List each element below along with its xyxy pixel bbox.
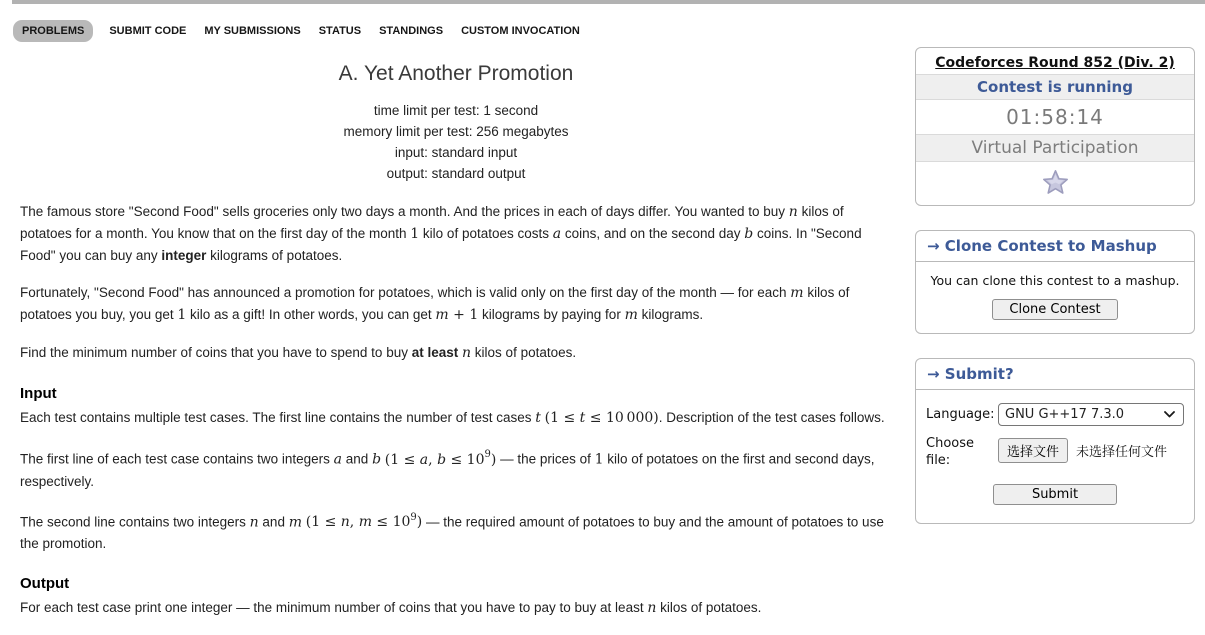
sidebar [915,47,1195,524]
contest-link[interactable]: Codeforces Round 852 (Div. 2) [935,55,1175,71]
math-expression: a [333,451,343,468]
file-input[interactable] [998,438,1167,463]
tab-custom-invocation[interactable]: CUSTOM INVOCATION [461,25,580,37]
submit-button[interactable]: Submit [993,484,1117,505]
math-expression: n [462,345,472,361]
statement-paragraph: Fortunately, "Second Food" has announced a promotion for potatoes, which is valid only on the first day of the month — for each m kilos of potatoes you buy, you get 1 kilo as a gift! In other words, you can get m + 1 kilograms by paying for m kilograms. [20,285,850,323]
math-expression: n [788,204,798,220]
math-expression: n [249,514,259,531]
clone-contest-button[interactable]: Clone Contest [992,299,1117,320]
math-expression: 1 [594,451,604,468]
time-limit: time limit per test: 1 second [373,103,539,118]
language-row [926,403,1184,426]
math-expression: (1 ≤ a, $b \le 10^9$) [384,449,497,468]
submit-row [926,483,1184,505]
tab-my-submissions[interactable]: MY SUBMISSIONS [204,25,301,37]
submit-box-title: → Submit? [916,359,1194,390]
clone-box-title: → Clone Contest to Mashup [916,231,1194,262]
math-expression: m [624,307,638,323]
math-expression: 1 [410,226,420,242]
problem-statement-panel [20,56,892,635]
memory-limit: memory limit per test: 256 megabytes [343,124,569,139]
section-title-input: Input [20,385,57,402]
math-expression: t [535,410,541,426]
tab-standings[interactable]: STANDINGS [379,25,444,37]
file-row [926,435,1184,469]
math-expression: (1 ≤ n, $m \le 10^9$) [305,511,423,531]
statement-paragraph: The first line of each test case contains two integers a and b (1 ≤ a, $b \le 10^9$) — the prices of 1 kilo of potatoes on the first and second days, respectively. [20,449,875,489]
contest-info-box [915,47,1195,206]
language-selected-value: GNU G++17 7.3.0 [1005,407,1125,422]
language-label: Language: [926,407,995,422]
top-divider-bar [12,0,1205,4]
math-expression: n [647,600,657,617]
clone-contest-box [915,230,1195,334]
tab-status[interactable]: STATUS [318,25,362,37]
submit-form [916,390,1194,523]
star-row [916,162,1194,205]
math-expression: a [552,226,562,242]
contest-timer: 01:58:14 [916,100,1194,135]
math-expression: m [288,514,302,531]
choose-file-label: Choose file: [926,436,974,468]
math-expression: m [790,285,804,301]
problem-header [20,62,892,184]
output-spec: output: standard output [386,166,526,181]
problem-title: A. Yet Another Promotion [338,62,574,85]
contest-title-row [916,48,1194,75]
nav-tabs [13,20,582,42]
input-spec: input: standard input [394,145,518,160]
statement-paragraph: Find the minimum number of coins that you have to spend to buy at least n kilos of potatoes. [20,345,577,361]
statement-paragraph: The famous store "Second Food" sells groceries only two days a month. And the prices in each of days differ. You wanted to buy n kilos of potatoes for a month. You know that on the first day of the month 1 kilo of potatoes costs a coins, and on the second day b coins. In "Second Food" you can buy any integer kilograms of potatoes. [20,204,862,263]
math-expression: b [372,451,382,468]
statement-paragraph: For each test case print one integer — the minimum number of coins that you have to pay to buy at least n kilos of potatoes. [20,600,762,617]
clone-box-body [916,262,1194,333]
tab-problems[interactable]: PROBLEMS [13,20,93,42]
contest-state: Contest is running [916,75,1194,100]
file-status-text: 未选择任何文件 [1076,445,1168,460]
tab-submit-code[interactable]: SUBMIT CODE [109,25,187,37]
math-expression: (1 ≤ t ≤ 10 000) [544,410,659,426]
choose-file-button[interactable]: 选择文件 [998,438,1068,463]
math-expression: m + 1 [435,307,479,323]
chevron-down-icon [1164,411,1175,418]
statement-paragraph: The second line contains two integers n and m (1 ≤ n, $m \le 10^9$) — the required amount of potatoes to buy and the amount of potatoes to use the promotion. [20,511,884,552]
submit-box [915,358,1195,524]
statement-paragraph: Each test contains multiple test cases. The first line contains the number of test cases t (1 ≤ t ≤ 10 000). Description of the test cases follows. [20,410,885,426]
language-select[interactable] [998,403,1184,426]
star-icon[interactable] [1042,169,1069,195]
statement-body [20,201,892,619]
math-expression: 1 [177,307,187,323]
clone-box-text: You can clone this contest to a mashup. [930,273,1180,288]
math-expression: b [744,226,754,242]
participation-mode: Virtual Participation [916,135,1194,162]
section-title-output: Output [20,575,70,593]
